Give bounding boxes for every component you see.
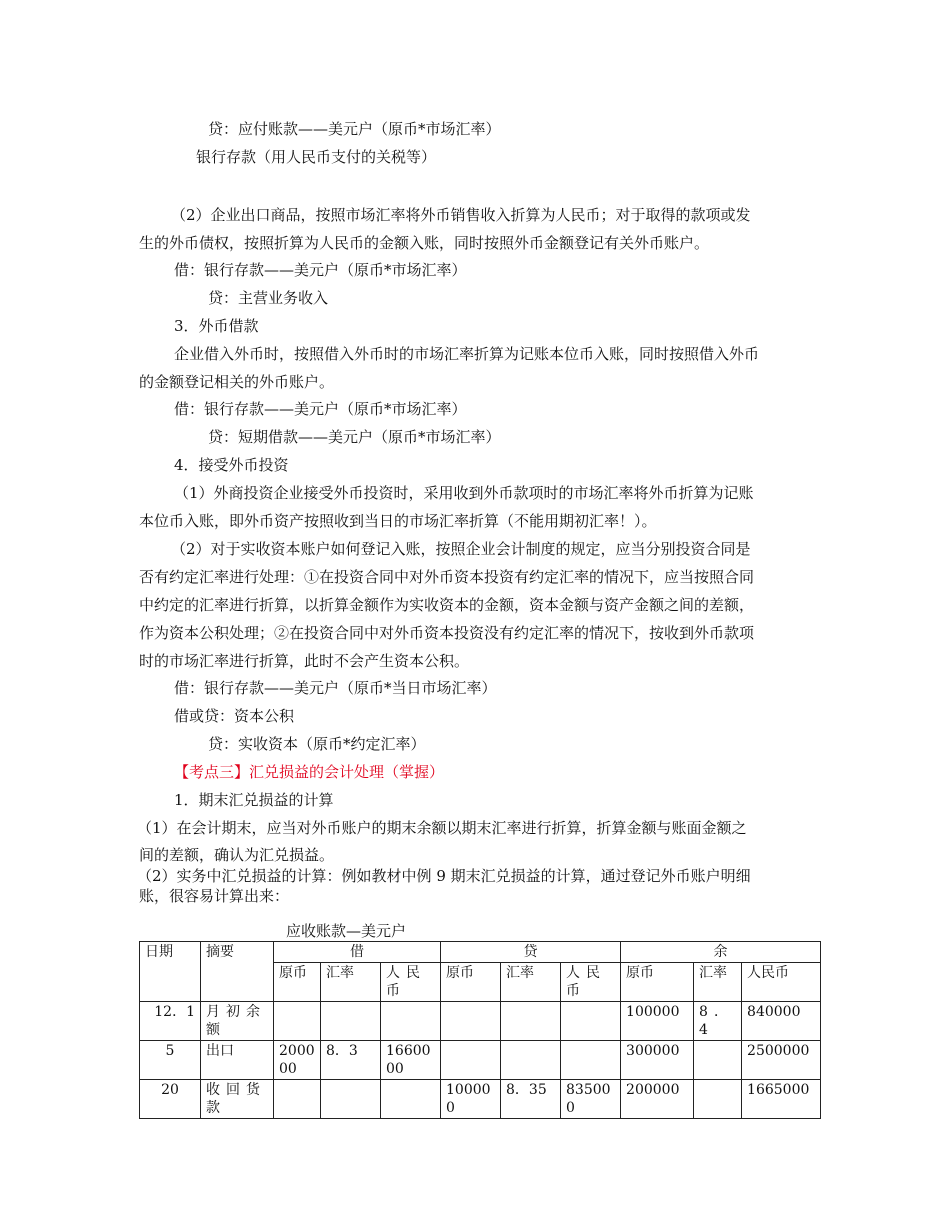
capital-paragraph-line-5: 时的市场汇率进行折算，此时不会产生资本公积。 xyxy=(139,652,470,670)
practice-paragraph-line-2: 账，很容易计算出来： xyxy=(139,887,290,905)
credit-entry-payable: 贷：应付账款——美元户（原币*市场汇率） xyxy=(208,120,501,138)
cell-debit-rate: 8．3 xyxy=(321,1041,381,1080)
header-balance-orig: 原币 xyxy=(621,963,694,1002)
debit-entry-bank-3: 借：银行存款——美元户（原币*当日市场汇率） xyxy=(174,679,497,697)
cell-credit-rmb xyxy=(561,1002,621,1041)
cell-debit-rate xyxy=(321,1080,381,1119)
header-debit-orig: 原币 xyxy=(274,963,321,1002)
header-debit: 借 xyxy=(274,942,441,963)
cell-debit-orig xyxy=(274,1080,321,1119)
cell-balance-rmb: 840000 xyxy=(742,1002,821,1041)
header-credit-rmb: 人民币 xyxy=(561,963,621,1002)
header-debit-rate: 汇率 xyxy=(321,963,381,1002)
credit-entry-short-loan: 贷：短期借款——美元户（原币*市场汇率） xyxy=(208,428,501,446)
investment-paragraph-line-1: （1）外商投资企业接受外币投资时，采用收到外币款项时的市场汇率将外币折算为记账 xyxy=(174,484,754,502)
capital-paragraph-line-4: 作为资本公积处理；②在投资合同中对外币资本投资没有约定汇率的情况下，按收到外币款项 xyxy=(139,624,755,642)
cell-balance-orig: 300000 xyxy=(621,1041,694,1080)
cell-debit-orig xyxy=(274,1002,321,1041)
cell-summary: 出口 xyxy=(201,1041,274,1080)
cell-credit-rmb xyxy=(561,1041,621,1080)
credit-entry-revenue: 贷：主营业务收入 xyxy=(208,289,329,307)
cell-balance-rate xyxy=(694,1041,742,1080)
cell-balance-rmb: 2500000 xyxy=(742,1041,821,1080)
header-credit-rate: 汇率 xyxy=(501,963,561,1002)
header-balance-rmb: 人民币 xyxy=(742,963,821,1002)
cell-credit-orig xyxy=(441,1041,501,1080)
cell-credit-rate: 8．35 xyxy=(501,1080,561,1119)
cell-date: 20 xyxy=(140,1080,201,1119)
cell-date: 12．1 xyxy=(140,1002,201,1041)
cell-balance-rmb: 1665000 xyxy=(742,1080,821,1119)
section-heading-period-end: 1．期末汇兑损益的计算 xyxy=(174,791,334,809)
table-caption: 应收账款—美元户 xyxy=(286,922,407,940)
key-point-heading: 【考点三】汇兑损益的会计处理（掌握） xyxy=(174,763,445,781)
period-end-paragraph-line-1: （1）在会计期末，应当对外币账户的期末余额以期末汇率进行折算，折算金额与账面金额之 xyxy=(137,819,747,837)
table-row xyxy=(140,1080,821,1119)
export-paragraph-line-1: （2）企业出口商品，按照市场汇率将外币销售收入折算为人民币；对于取得的款项或发 xyxy=(171,206,751,224)
cell-credit-rmb: 835000 xyxy=(561,1080,621,1119)
table-row xyxy=(140,1002,821,1041)
bank-deposit-entry: 银行存款（用人民币支付的关税等） xyxy=(196,148,437,166)
cell-debit-rmb xyxy=(381,1080,441,1119)
cell-balance-rate xyxy=(694,1080,742,1119)
capital-paragraph-line-1: （2）对于实收资本账户如何登记入账，按照企业会计制度的规定，应当分别投资合同是 xyxy=(171,540,751,558)
cell-credit-rate xyxy=(501,1002,561,1041)
cell-date: 5 xyxy=(140,1041,201,1080)
header-date: 日期 xyxy=(140,942,201,1002)
capital-paragraph-line-3: 中约定的汇率进行折算，以折算金额作为实收资本的金额，资本金额与资产金额之间的差额， xyxy=(139,596,755,614)
capital-paragraph-line-2: 否有约定汇率进行处理：①在投资合同中对外币资本投资有约定汇率的情况下，应当按照合同 xyxy=(139,568,755,586)
cell-credit-rate xyxy=(501,1041,561,1080)
header-debit-rmb: 人民币 xyxy=(381,963,441,1002)
investment-paragraph-line-2: 本位币入账，即外币资产按照收到当日的市场汇率折算（不能用期初汇率！）。 xyxy=(139,512,657,530)
cell-balance-orig: 200000 xyxy=(621,1080,694,1119)
cell-debit-rmb xyxy=(381,1002,441,1041)
section-heading-foreign-loan: 3．外币借款 xyxy=(174,317,259,335)
table-row xyxy=(140,1041,821,1080)
practice-paragraph-line-1: （2）实务中汇兑损益的计算：例如教材中例 9 期末汇兑损益的计算，通过登记外币账户明细 xyxy=(137,867,751,885)
cell-debit-orig: 200000 xyxy=(274,1041,321,1080)
cell-balance-rate: 8．4 xyxy=(694,1002,742,1041)
cell-summary: 收回货款 xyxy=(201,1080,274,1119)
section-heading-foreign-investment: 4．接受外币投资 xyxy=(174,456,289,474)
cell-credit-orig xyxy=(441,1002,501,1041)
header-credit: 贷 xyxy=(441,942,621,963)
debit-entry-bank-2: 借：银行存款——美元户（原币*市场汇率） xyxy=(174,400,467,418)
cell-balance-orig: 100000 xyxy=(621,1002,694,1041)
table-header-row-1 xyxy=(140,942,821,963)
header-credit-orig: 原币 xyxy=(441,963,501,1002)
header-balance: 余 xyxy=(621,942,821,963)
debit-entry-bank: 借：银行存款——美元户（原币*市场汇率） xyxy=(174,261,467,279)
export-paragraph-line-2: 生的外币债权，按照折算为人民币的金额入账，同时按照外币金额登记有关外币账户。 xyxy=(139,234,710,252)
debit-or-credit-capital-reserve: 借或贷：资本公积 xyxy=(174,707,295,725)
header-balance-rate: 汇率 xyxy=(694,963,742,1002)
credit-entry-paid-in-capital: 贷：实收资本（原币*约定汇率） xyxy=(208,735,426,753)
cell-summary: 月初余额 xyxy=(201,1002,274,1041)
cell-debit-rmb: 1660000 xyxy=(381,1041,441,1080)
cell-debit-rate xyxy=(321,1002,381,1041)
loan-paragraph-line-1: 企业借入外币时，按照借入外币时的市场汇率折算为记账本位币入账，同时按照借入外币 xyxy=(174,345,760,363)
ledger-table xyxy=(139,941,821,1119)
header-summary: 摘要 xyxy=(201,942,274,1002)
cell-credit-orig: 100000 xyxy=(441,1080,501,1119)
loan-paragraph-line-2: 的金额登记相关的外币账户。 xyxy=(139,373,335,391)
period-end-paragraph-line-2: 间的差额，确认为汇兑损益。 xyxy=(139,846,335,864)
